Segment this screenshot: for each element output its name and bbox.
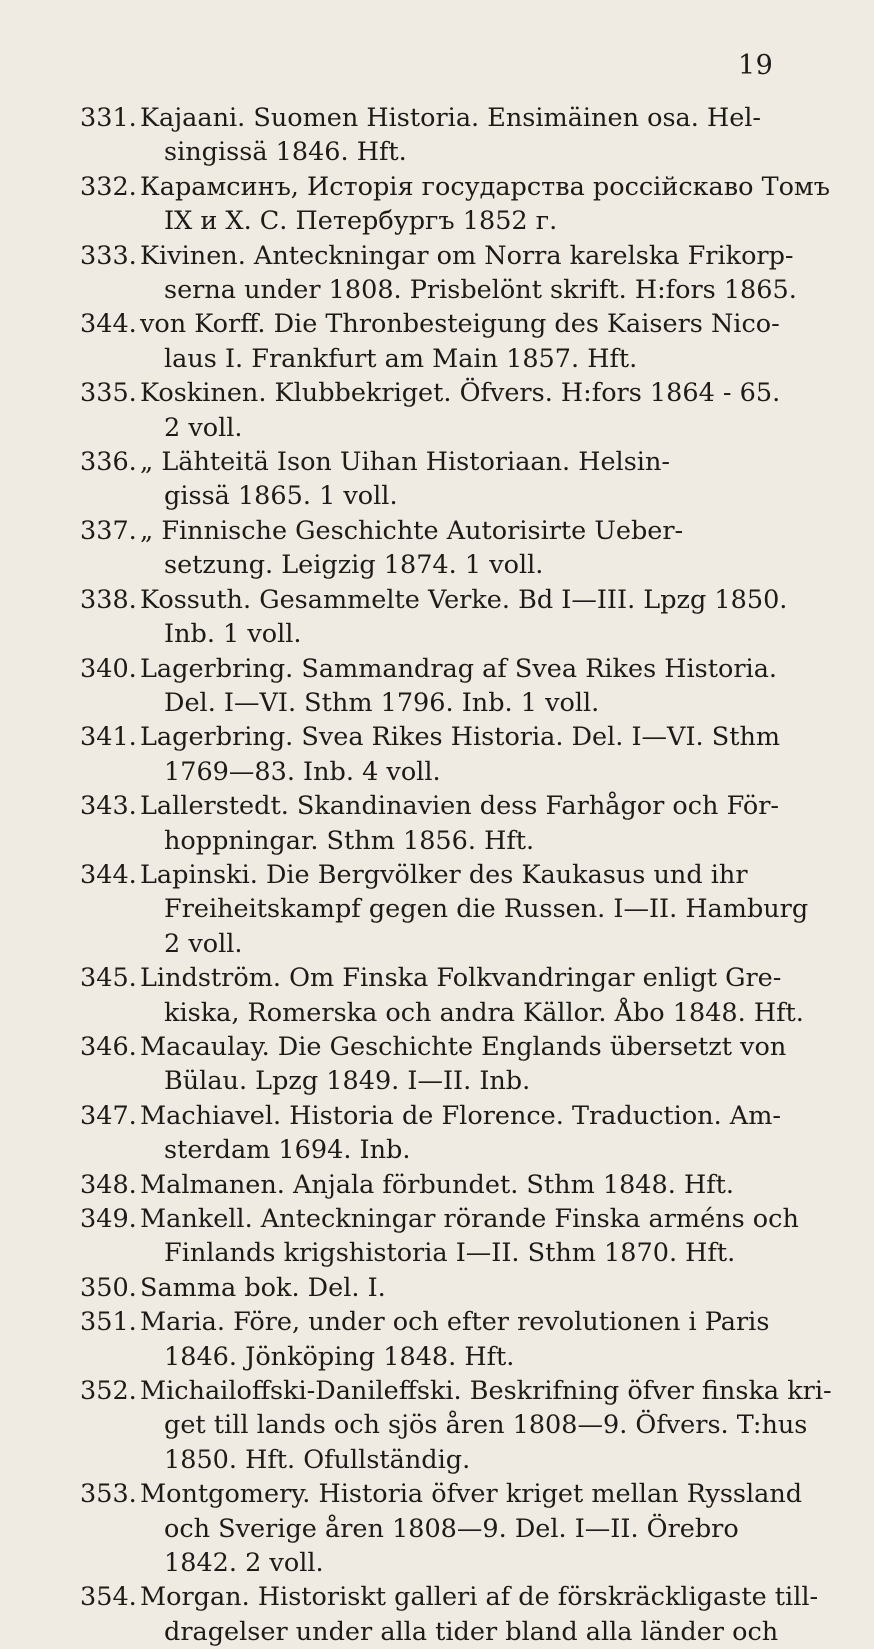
entry-number: 338.	[80, 584, 137, 615]
entry-number: 344.	[80, 309, 137, 340]
entry-number: 337.	[80, 515, 137, 546]
entry-number: 331.	[80, 103, 137, 133]
entry-text	[140, 652, 820, 721]
entry-number: 351.	[80, 1307, 137, 1338]
entry-line: Del. I—VI. Sthm 1796. Inb. 1 voll.	[164, 687, 600, 718]
entry-text	[140, 1202, 820, 1271]
entry-line: „ Lähteitä Ison Uihan Historiaan. Helsin-	[140, 447, 670, 478]
entry-text	[140, 1099, 820, 1168]
catalogue-entry	[80, 652, 820, 721]
catalogue-entry	[80, 1580, 820, 1649]
entry-line: Samma bok. Del. I.	[140, 1272, 386, 1303]
entry-line: „ Finnische Geschichte Autorisirte Ueber-	[140, 515, 684, 546]
entry-line: Montgomery. Historia öfver kriget mellan Ryssland	[140, 1479, 803, 1510]
entry-line: Bülau. Lpzg 1849. I—II. Inb.	[164, 1066, 531, 1097]
entry-line: singissä 1846. Hft.	[164, 137, 407, 168]
entry-line: Lapinski. Die Bergvölker des Kaukasus und ihr	[140, 859, 748, 890]
entry-text	[140, 1477, 820, 1580]
entry-text	[140, 583, 820, 652]
entry-number: 343.	[80, 791, 137, 822]
entry-line: Macaulay. Die Geschichte Englands übersetzt von	[140, 1031, 787, 1062]
entry-text	[140, 1271, 820, 1305]
entry-line: Kajaani. Suomen Historia. Ensimäinen osa. Hel-	[140, 103, 762, 133]
entry-line: serna under 1808. Prisbelönt skrift. H:fors 1865.	[164, 275, 797, 306]
entry-line: Freiheitskampf gegen die Russen. I—II. Hamburg	[164, 894, 809, 925]
entry-line: get till lands och sjös åren 1808—9. Öfvers. T:hus	[164, 1410, 808, 1441]
entry-line: von Korff. Die Thronbesteigung des Kaisers Nico-	[140, 309, 780, 340]
entry-number: 333.	[80, 240, 137, 271]
entry-line: hoppningar. Sthm 1856. Hft.	[164, 825, 535, 856]
entry-line: dragelser under alla tider bland alla länder och	[164, 1616, 779, 1647]
catalogue-entry	[80, 1477, 820, 1580]
catalogue-list	[80, 101, 832, 1649]
entry-text	[140, 789, 820, 858]
catalogue-entry	[80, 239, 820, 308]
entry-line: IX и X. С. Петербургъ 1852 г.	[164, 206, 558, 237]
entry-line: Lindström. Om Finska Folkvandringar enligt Gre-	[140, 963, 782, 994]
entry-text	[140, 307, 820, 376]
catalogue-entry	[80, 170, 830, 239]
entry-number: 347.	[80, 1100, 137, 1131]
entry-text	[140, 858, 820, 961]
entry-text	[140, 1374, 832, 1477]
entry-number: 336.	[80, 447, 137, 478]
catalogue-entry	[80, 720, 820, 789]
catalogue-entry	[80, 101, 820, 170]
catalogue-entry	[80, 307, 820, 376]
entry-number: 352.	[80, 1376, 137, 1407]
catalogue-entry	[80, 1202, 820, 1271]
entry-text	[140, 239, 820, 308]
entry-text	[140, 720, 820, 789]
entry-line: och Sverige åren 1808—9. Del. I—II. Örebro	[164, 1513, 739, 1544]
entry-number: 354.	[80, 1582, 137, 1613]
entry-line: 2 voll.	[164, 412, 243, 443]
entry-line: Lallerstedt. Skandinavien dess Farhågor och För-	[140, 791, 780, 822]
catalogue-entry	[80, 789, 820, 858]
catalogue-entry	[80, 445, 820, 514]
catalogue-entry	[80, 583, 820, 652]
catalogue-entry	[80, 1374, 832, 1477]
entry-text	[140, 1168, 820, 1202]
catalogue-entry	[80, 1271, 820, 1305]
catalogue-entry	[80, 1030, 820, 1099]
entry-line: Machiavel. Historia de Florence. Traduction. Am-	[140, 1100, 782, 1131]
entry-line: Lagerbring. Svea Rikes Historia. Del. I—VI. Sthm	[140, 722, 781, 753]
entry-number: 348.	[80, 1169, 137, 1200]
entry-text	[140, 445, 820, 514]
entry-line: Kivinen. Anteckningar om Norra karelska Frikorp-	[140, 240, 794, 271]
entry-line: 1769—83. Inb. 4 voll.	[164, 756, 441, 787]
entry-line: Maria. Före, under och efter revolutionen i Paris	[140, 1307, 770, 1338]
entry-text	[140, 1305, 820, 1374]
entry-line: gissä 1865. 1 voll.	[164, 481, 398, 512]
entry-line: Koskinen. Klubbekriget. Öfvers. H:fors 1864 - 65.	[140, 378, 781, 409]
entry-line: Malmanen. Anjala förbundet. Sthm 1848. Hft.	[140, 1169, 734, 1200]
entry-text	[140, 1580, 820, 1649]
entry-text	[140, 1030, 820, 1099]
entry-line: Mankell. Anteckningar rörande Finska arméns och	[140, 1204, 799, 1234]
entry-number: 345.	[80, 963, 137, 994]
entry-line: 2 voll.	[164, 928, 243, 959]
entry-number: 344.	[80, 859, 137, 890]
catalogue-entry	[80, 1168, 820, 1202]
entry-line: laus I. Frankfurt am Main 1857. Hft.	[164, 343, 638, 374]
catalogue-entry	[80, 1099, 820, 1168]
entry-text	[140, 101, 820, 170]
catalogue-entry	[80, 1305, 820, 1374]
entry-number: 350.	[80, 1272, 137, 1303]
entry-text	[140, 961, 820, 1030]
entry-line: 1842. 2 voll.	[164, 1548, 324, 1579]
entry-line: Lagerbring. Sammandrag af Svea Rikes Historia.	[140, 653, 778, 684]
entry-line: Morgan. Historiskt galleri af de förskräckligaste till-	[140, 1582, 819, 1613]
entry-line: Kossuth. Gesammelte Verke. Bd I—III. Lpzg 1850.	[140, 584, 788, 615]
entry-line: kiska, Romerska och andra Källor. Åbo 1848. Hft.	[164, 997, 804, 1028]
entry-number: 332.	[80, 171, 137, 202]
catalogue-entry	[80, 376, 820, 445]
catalogue-entry	[80, 858, 820, 961]
entry-line: 1846. Jönköping 1848. Hft.	[164, 1341, 515, 1372]
entry-text	[140, 376, 820, 445]
page-number: 19	[738, 50, 774, 81]
entry-line: setzung. Leigzig 1874. 1 voll.	[164, 550, 544, 581]
entry-line: Inb. 1 voll.	[164, 619, 302, 650]
catalogue-entry	[80, 514, 820, 583]
entry-line: Michailoffski-Danileffski. Beskrifning öfver finska kri-	[140, 1376, 832, 1407]
entry-text	[140, 170, 830, 239]
entry-line: Карамсинъ, Исторія государства россійскаво Томъ	[140, 171, 830, 202]
entry-line: Finlands krigshistoria I—II. Sthm 1870. Hft.	[164, 1238, 736, 1269]
entry-text	[140, 514, 820, 583]
entry-number: 346.	[80, 1031, 137, 1062]
entry-number: 349.	[80, 1204, 137, 1234]
entry-number: 341.	[80, 722, 137, 753]
entry-number: 353.	[80, 1479, 137, 1510]
entry-line: sterdam 1694. Inb.	[164, 1135, 411, 1166]
entry-number: 340.	[80, 653, 137, 684]
entry-number: 335.	[80, 378, 137, 409]
catalogue-entry	[80, 961, 820, 1030]
entry-line: 1850. Hft. Ofullständig.	[164, 1444, 471, 1475]
